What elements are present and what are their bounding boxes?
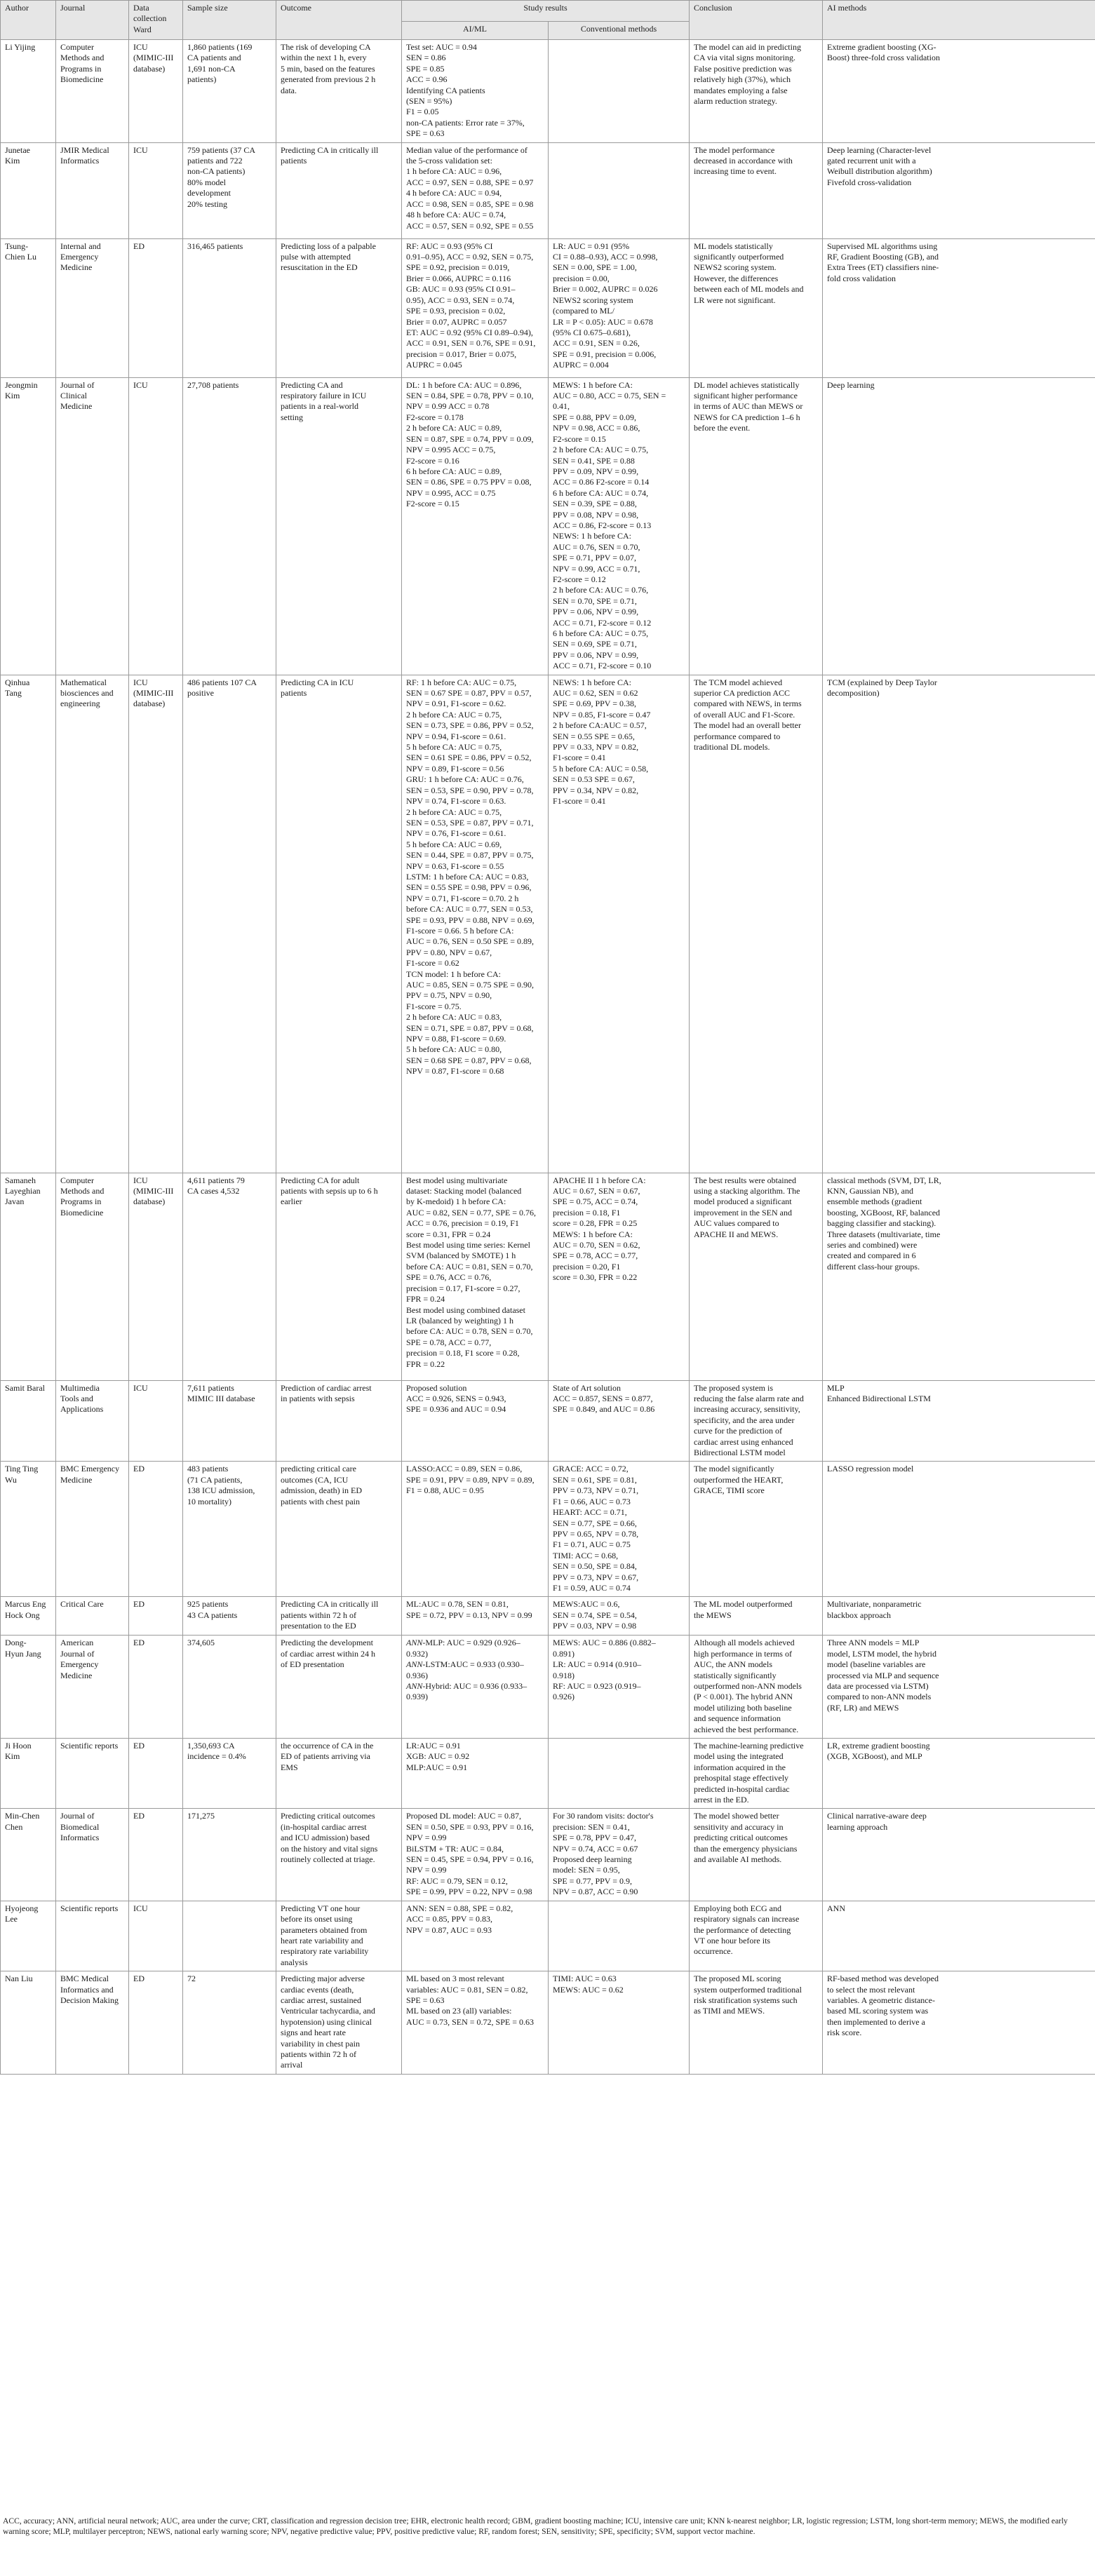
cell-ai-methods: Clinical narrative-aware deep learning approach	[823, 1809, 1095, 1901]
cell-sample-size: 4,611 patients 79 CA cases 4,532	[183, 1173, 276, 1380]
table-row	[1, 1739, 1095, 1809]
cell-conventional-results: MEWS: AUC = 0.886 (0.882– 0.891) LR: AUC = 0.914 (0.910– 0.918) RF: AUC = 0.923 (0.919– 0.926)	[549, 1636, 690, 1739]
cell-conclusion: The proposed ML scoring system outperformed traditional risk stratification systems such as TIMI and MEWS.	[690, 1971, 823, 2075]
cell-ai-ml-results: RF: 1 h before CA: AUC = 0.75, SEN = 0.67 SPE = 0.87, PPV = 0.57, NPV = 0.91, F1-score = 0.62. 2 h before CA: AUC = 0.75, SEN = 0.73, SPE = 0.86, PPV = 0.52, NPV = 0.94, F1-score = 0.61. 5 h before CA: AUC = 0.75, SEN = 0.61 SPE = 0.86, PPV = 0.52, NPV = 0.89, F1-score = 0.56 GRU: 1 h before CA: AUC = 0.76, SEN = 0.53, SPE = 0.90, PPV = 0.78, NPV = 0.74, F1-score = 0.63. 2 h before CA: AUC = 0.75, SEN = 0.53, SPE = 0.87, PPV = 0.71, NPV = 0.76, F1-score = 0.61. 5 h before CA: AUC = 0.69, SEN = 0.44, SPE = 0.87, PPV = 0.75, NPV = 0.63, F1-score = 0.55 LSTM: 1 h before CA: AUC = 0.83, SEN = 0.55 SPE = 0.98, PPV = 0.96, NPV = 0.71, F1-score = 0.70. 2 h before CA: AUC = 0.77, SEN = 0.53, SPE = 0.93, PPV = 0.88, NPV = 0.69, F1-score = 0.66. 5 h before CA: AUC = 0.76, SEN = 0.50 SPE = 0.89, PPV = 0.80, NPV = 0.67, F1-score = 0.62 TCN model: 1 h before CA: AUC = 0.85, SEN = 0.75 SPE = 0.90, PPV = 0.75, NPV = 0.90, F1-score = 0.75. 2 h before CA: AUC = 0.83, SEN = 0.71, SPE = 0.87, PPV = 0.68, NPV = 0.88, F1-score = 0.69. 5 h before CA: AUC = 0.80, SEN = 0.68 SPE = 0.87, PPV = 0.68, NPV = 0.87, F1-score = 0.68	[402, 675, 549, 1173]
cell-outcome: Predicting loss of a palpable pulse with attempted resuscitation in the ED	[276, 238, 402, 377]
table-row	[1, 1173, 1095, 1380]
cell-author: Jeongmin Kim	[1, 377, 56, 675]
cell-ai-ml-results: Best model using multivariate dataset: Stacking model (balanced by K-medoid) 1 h before CA: AUC = 0.82, SEN = 0.77, SPE = 0.76, ACC = 0.76, precision = 0.19, F1 score = 0.31, FPR = 0.24 Best model using time series: Kernel SVM (balanced by SMOTE) 1 h before CA: AUC = 0.81, SEN = 0.70, SPE = 0.76, ACC = 0.76, precision = 0.17, F1-score = 0.27, FPR = 0.24 Best model using combined dataset LR (balanced by weighting) 1 h before CA: AUC = 0.78, SEN = 0.70, SPE = 0.78, ACC = 0.77, precision = 0.18, F1 score = 0.28, FPR = 0.22	[402, 1173, 549, 1380]
cell-sample-size	[183, 1901, 276, 1971]
cell-ward: ED	[129, 1809, 183, 1901]
cell-ai-ml-results: Proposed DL model: AUC = 0.87, SEN = 0.50, SPE = 0.93, PPV = 0.16, NPV = 0.99 BiLSTM + TR: AUC = 0.84, SEN = 0.45, SPE = 0.94, PPV = 0.16, NPV = 0.99 RF: AUC = 0.79, SEN = 0.12, SPE = 0.99, PPV = 0.22, NPV = 0.98	[402, 1809, 549, 1901]
cell-journal: Internal and Emergency Medicine	[56, 238, 129, 377]
cell-conclusion: The best results were obtained using a stacking algorithm. The model produced a significant improvement in the SEN and AUC values compared to APACHE II and MEWS.	[690, 1173, 823, 1380]
cell-outcome: Predicting CA in critically ill patients	[276, 142, 402, 238]
cell-author: Hyojeong Lee	[1, 1901, 56, 1971]
cell-sample-size: 374,605	[183, 1636, 276, 1739]
cell-journal: Computer Methods and Programs in Biomedicine	[56, 1173, 129, 1380]
cell-journal: JMIR Medical Informatics	[56, 142, 129, 238]
cell-conventional-results	[549, 142, 690, 238]
cell-conventional-results: State of Art solution ACC = 0.857, SENS = 0.877, SPE = 0.849, and AUC = 0.86	[549, 1380, 690, 1462]
cell-journal: American Journal of Emergency Medicine	[56, 1636, 129, 1739]
cell-ai-methods: LR, extreme gradient boosting (XGB, XGBoost), and MLP	[823, 1739, 1095, 1809]
cell-ward: ED	[129, 1597, 183, 1636]
cell-journal: Critical Care	[56, 1597, 129, 1636]
cell-ward: ICU	[129, 377, 183, 675]
cell-outcome: Predicting VT one hour before its onset using parameters obtained from heart rate variability and respiratory rate variability analysis	[276, 1901, 402, 1971]
cell-outcome: Prediction of cardiac arrest in patients with sepsis	[276, 1380, 402, 1462]
table-row	[1, 377, 1095, 675]
cell-ward: ICU	[129, 1901, 183, 1971]
cell-sample-size: 316,465 patients	[183, 238, 276, 377]
cell-author: Ting Ting Wu	[1, 1462, 56, 1597]
cell-sample-size: 7,611 patients MIMIC III database	[183, 1380, 276, 1462]
header-study-results: Study results	[402, 1, 690, 22]
cell-sample-size: 483 patients (71 CA patients, 138 ICU admission, 10 mortality)	[183, 1462, 276, 1597]
cell-outcome: the occurrence of CA in the ED of patients arriving via EMS	[276, 1739, 402, 1809]
cell-conventional-results: TIMI: AUC = 0.63 MEWS: AUC = 0.62	[549, 1971, 690, 2075]
header-conventional-methods: Conventional methods	[549, 22, 690, 40]
cell-ward: ED	[129, 1739, 183, 1809]
cell-conventional-results	[549, 1901, 690, 1971]
cell-conclusion: The model significantly outperformed the HEART, GRACE, TIMI score	[690, 1462, 823, 1597]
cell-conclusion: The TCM model achieved superior CA prediction ACC compared with NEWS, in terms of overall AUC and F1-Score. The model had an overall better performance compared to traditional DL models.	[690, 675, 823, 1173]
cell-ai-ml-results: ANN-MLP: AUC = 0.929 (0.926– 0.932) ANN-LSTM:AUC = 0.933 (0.930– 0.936) ANN-Hybrid: AUC = 0.936 (0.933– 0.939)	[402, 1636, 549, 1739]
header-journal: Journal	[56, 1, 129, 40]
cell-ai-ml-results: ML based on 3 most relevant variables: AUC = 0.81, SEN = 0.82, SPE = 0.63 ML based on 23 (all) variables: AUC = 0.73, SEN = 0.72, SPE = 0.63	[402, 1971, 549, 2075]
cell-conventional-results: MEWS: 1 h before CA: AUC = 0.80, ACC = 0.75, SEN = 0.41, SPE = 0.88, PPV = 0.09, NPV = 0.98, ACC = 0.86, F2-score = 0.15 2 h before CA: AUC = 0.75, SEN = 0.41, SPE = 0.88 PPV = 0.09, NPV = 0.99, ACC = 0.86 F2-score = 0.14 6 h before CA: AUC = 0.74, SEN = 0.39, SPE = 0.88, PPV = 0.08, NPV = 0.98, ACC = 0.86, F2-score = 0.13 NEWS: 1 h before CA: AUC = 0.76, SEN = 0.70, SPE = 0.71, PPV = 0.07, NPV = 0.99, ACC = 0.71, F2-score = 0.12 2 h before CA: AUC = 0.76, SEN = 0.70, SPE = 0.71, PPV = 0.06, NPV = 0.99, ACC = 0.71, F2-score = 0.12 6 h before CA: AUC = 0.75, SEN = 0.69, SPE = 0.71, PPV = 0.06, NPV = 0.99, ACC = 0.71, F2-score = 0.10	[549, 377, 690, 675]
cell-conventional-results	[549, 1739, 690, 1809]
table-body	[1, 40, 1095, 2075]
cell-ai-ml-results: LR:AUC = 0.91 XGB: AUC = 0.92 MLP:AUC = 0.91	[402, 1739, 549, 1809]
cell-conclusion: The proposed system is reducing the false alarm rate and increasing accuracy, sensitivity, specificity, and the area under curve for the prediction of cardiac arrest using enhanced Bidirectional LSTM model	[690, 1380, 823, 1462]
header-outcome: Outcome	[276, 1, 402, 40]
table-row	[1, 1901, 1095, 1971]
cell-author: Samit Baral	[1, 1380, 56, 1462]
cell-ward: ED	[129, 1462, 183, 1597]
cell-ai-methods: Supervised ML algorithms using RF, Gradient Boosting (GB), and Extra Trees (ET) classifiers nine- fold cross validation	[823, 238, 1095, 377]
cell-journal: BMC Medical Informatics and Decision Making	[56, 1971, 129, 2075]
cell-author: Nan Liu	[1, 1971, 56, 2075]
cell-ai-methods: classical methods (SVM, DT, LR, KNN, Gaussian NB), and ensemble methods (gradient boosting, XGBoost, RF, balanced bagging classifier and stacking). Three datasets (multivariate, time series and combined) were created and compared in 6 different class-hour groups.	[823, 1173, 1095, 1380]
cell-outcome: Predicting CA in ICU patients	[276, 675, 402, 1173]
cell-conventional-results: NEWS: 1 h before CA: AUC = 0.62, SEN = 0.62 SPE = 0.69, PPV = 0.38, NPV = 0.85, F1-score = 0.47 2 h before CA:AUC = 0.57, SEN = 0.55 SPE = 0.65, PPV = 0.33, NPV = 0.82, F1-score = 0.41 5 h before CA: AUC = 0.58, SEN = 0.53 SPE = 0.67, PPV = 0.34, NPV = 0.82, F1-score = 0.41	[549, 675, 690, 1173]
cell-ai-methods: MLP Enhanced Bidirectional LSTM	[823, 1380, 1095, 1462]
cell-author: Samaneh Layeghian Javan	[1, 1173, 56, 1380]
cell-ai-ml-results: Median value of the performance of the 5-cross validation set: 1 h before CA: AUC = 0.96, ACC = 0.97, SEN = 0.88, SPE = 0.97 4 h before CA: AUC = 0.94, ACC = 0.98, SEN = 0.85, SPE = 0.98 48 h before CA: AUC = 0.74, ACC = 0.57, SEN = 0.92, SPE = 0.55	[402, 142, 549, 238]
cell-conventional-results: APACHE II 1 h before CA: AUC = 0.67, SEN = 0.67, SPE = 0.75, ACC = 0.74, precision = 0.18, F1 score = 0.28, FPR = 0.25 MEWS: 1 h before CA: AUC = 0.70, SEN = 0.62, SPE = 0.78, ACC = 0.77, precision = 0.20, F1 score = 0.30, FPR = 0.22	[549, 1173, 690, 1380]
cell-sample-size: 925 patients 43 CA patients	[183, 1597, 276, 1636]
cell-author: Min-Chen Chen	[1, 1809, 56, 1901]
table-row	[1, 142, 1095, 238]
table-row	[1, 1380, 1095, 1462]
cell-journal: Computer Methods and Programs in Biomedicine	[56, 40, 129, 143]
cell-conventional-results: MEWS:AUC = 0.6, SEN = 0.74, SPE = 0.54, PPV = 0.03, NPV = 0.98	[549, 1597, 690, 1636]
cell-ai-methods: Three ANN models = MLP model, LSTM model, the hybrid model (baseline variables are processed via MLP and sequence data are processed via LSTM) compared to non-ANN models (RF, LR) and MEWS	[823, 1636, 1095, 1739]
cell-ai-methods: Extreme gradient boosting (XG- Boost) three-fold cross validation	[823, 40, 1095, 143]
cell-outcome: Predicting CA in critically ill patients within 72 h of presentation to the ED	[276, 1597, 402, 1636]
cell-journal: Journal of Clinical Medicine	[56, 377, 129, 675]
cell-ward: ICU (MIMIC-III database)	[129, 40, 183, 143]
cell-outcome: Predicting the development of cardiac arrest within 24 h of ED presentation	[276, 1636, 402, 1739]
cell-sample-size: 171,275	[183, 1809, 276, 1901]
cell-conventional-results: GRACE: ACC = 0.72, SEN = 0.61, SPE = 0.81, PPV = 0.73, NPV = 0.71, F1 = 0.66, AUC = 0.73 HEART: ACC = 0.71, SEN = 0.77, SPE = 0.66, PPV = 0.65, NPV = 0.78, F1 = 0.71, AUC = 0.75 TIMI: ACC = 0.68, SEN = 0.50, SPE = 0.84, PPV = 0.73, NPV = 0.67, F1 = 0.59, AUC = 0.74	[549, 1462, 690, 1597]
cell-outcome: Predicting CA for adult patients with sepsis up to 6 h earlier	[276, 1173, 402, 1380]
cell-ai-ml-results: RF: AUC = 0.93 (95% CI 0.91–0.95), ACC = 0.92, SEN = 0.75, SPE = 0.92, precision = 0.019, Brier = 0.066, AUPRC = 0.116 GB: AUC = 0.93 (95% CI 0.91– 0.95), ACC = 0.93, SEN = 0.74, SPE = 0.93, precision = 0.02, Brier = 0.07, AUPRC = 0.057 ET: AUC = 0.92 (95% CI 0.89–0.94), ACC = 0.91, SEN = 0.76, SPE = 0.91, precision = 0.017, Brier = 0.075, AUPRC = 0.045	[402, 238, 549, 377]
cell-conventional-results: LR: AUC = 0.91 (95% CI = 0.88–0.93), ACC = 0.998, SEN = 0.00, SPE = 1.00, precision = 0.00, Brier = 0.002, AUPRC = 0.026 NEWS2 scoring system (compared to ML/ LR = P < 0.05): AUC = 0.678 (95% CI 0.675–0.681), ACC = 0.91, SEN = 0.26, SPE = 0.91, precision = 0.006, AUPRC = 0.004	[549, 238, 690, 377]
cell-ai-methods: RF-based method was developed to select the most relevant variables. A geometric distance- based ML scoring system was then implemented to derive a risk score.	[823, 1971, 1095, 2075]
table-footnote: ACC, accuracy; ANN, artificial neural network; AUC, area under the curve; CRT, classification and regression decision tree; EHR, electronic health record; GBM, gradient boosting machine; ICU, intensive care unit; KNN k-nearest neighbor; LR, logistic regression; LSTM, long short-term memory; MEWS, the modified early warning score; MLP, multilayer perceptron; NEWS, national early warning score; NPV, negative predictive value; PPV, positive predictive value; RF, random forest; SEN, sensitivity; SPE, specificity; SVM, support vector machine.	[3, 2516, 1068, 2536]
cell-author: Ji Hoon Kim	[1, 1739, 56, 1809]
header-conclusion: Conclusion	[690, 1, 823, 40]
cell-author: Dong- Hyun Jang	[1, 1636, 56, 1739]
cell-conclusion: Although all models achieved high performance in terms of AUC, the ANN models statistically significantly outperformed non-ANN models (P < 0.001). The hybrid ANN model utilizing both baseline and sequence information achieved the best performance.	[690, 1636, 823, 1739]
cell-sample-size: 759 patients (37 CA patients and 722 non-CA patients) 80% model development 20% testing	[183, 142, 276, 238]
cell-journal: Journal of Biomedical Informatics	[56, 1809, 129, 1901]
table-row	[1, 1971, 1095, 2075]
cell-ai-methods: Deep learning (Character-level gated recurrent unit with a Weibull distribution algorithm) Fivefold cross-validation	[823, 142, 1095, 238]
cell-conventional-results: For 30 random visits: doctor's precision: SEN = 0.41, SPE = 0.78, PPV = 0.47, NPV = 0.74, ACC = 0.67 Proposed deep learning model: SEN = 0.95, SPE = 0.77, PPV = 0.9, NPV = 0.87, ACC = 0.90	[549, 1809, 690, 1901]
cell-journal: Multimedia Tools and Applications	[56, 1380, 129, 1462]
cell-conclusion: The model can aid in predicting CA via vital signs monitoring. False positive prediction was relatively high (37%), which mandates employing a false alarm reduction strategy.	[690, 40, 823, 143]
cell-author: Tsung- Chien Lu	[1, 238, 56, 377]
cell-sample-size: 486 patients 107 CA positive	[183, 675, 276, 1173]
cell-ward: ICU	[129, 1380, 183, 1462]
table-row	[1, 1636, 1095, 1739]
cell-ai-methods: LASSO regression model	[823, 1462, 1095, 1597]
cell-ward: ICU (MIMIC-III database)	[129, 675, 183, 1173]
cell-sample-size: 72	[183, 1971, 276, 2075]
table-row	[1, 1462, 1095, 1597]
table-row	[1, 675, 1095, 1173]
cell-outcome: predicting critical care outcomes (CA, ICU admission, death) in ED patients with chest pain	[276, 1462, 402, 1597]
cell-conventional-results	[549, 40, 690, 143]
cell-conclusion: The model performance decreased in accordance with increasing time to event.	[690, 142, 823, 238]
cell-ai-ml-results: Test set: AUC = 0.94 SEN = 0.86 SPE = 0.85 ACC = 0.96 Identifying CA patients (SEN = 95%) F1 = 0.05 non-CA patients: Error rate = 37%, SPE = 0.63	[402, 40, 549, 143]
cell-outcome: Predicting major adverse cardiac events (death, cardiac arrest, sustained Ventricular tachycardia, and hypotension) using clinical signs and heart rate variability in chest pain patients within 72 h of arrival	[276, 1971, 402, 2075]
cell-journal: BMC Emergency Medicine	[56, 1462, 129, 1597]
cell-ai-methods: Multivariate, nonparametric blackbox approach	[823, 1597, 1095, 1636]
cell-sample-size: 27,708 patients	[183, 377, 276, 675]
cell-journal: Scientific reports	[56, 1901, 129, 1971]
cell-conclusion: The model showed better sensitivity and accuracy in predicting critical outcomes than the emergency physicians and available AI methods.	[690, 1809, 823, 1901]
header-ward: Data collection Ward	[129, 1, 183, 40]
header-author: Author	[1, 1, 56, 40]
cell-author: Junetae Kim	[1, 142, 56, 238]
header-ai-ml: AI/ML	[402, 22, 549, 40]
cell-author: Qinhua Tang	[1, 675, 56, 1173]
cell-conclusion: The machine-learning predictive model using the integrated information acquired in the prehospital stage effectively predicted in-hospital cardiac arrest in the ED.	[690, 1739, 823, 1809]
cell-ward: ICU	[129, 142, 183, 238]
cell-ai-methods: ANN	[823, 1901, 1095, 1971]
cell-ai-ml-results: LASSO:ACC = 0.89, SEN = 0.86, SPE = 0.91, PPV = 0.89, NPV = 0.89, F1 = 0.88, AUC = 0.95	[402, 1462, 549, 1597]
cell-ai-ml-results: DL: 1 h before CA: AUC = 0.896, SEN = 0.84, SPE = 0.78, PPV = 0.10, NPV = 0.99 ACC = 0.78 F2-score = 0.178 2 h before CA: AUC = 0.89, SEN = 0.87, SPE = 0.74, PPV = 0.09, NPV = 0.995 ACC = 0.75, F2-score = 0.16 6 h before CA: AUC = 0.89, SEN = 0.86, SPE = 0.75 PPV = 0.08, NPV = 0.995, ACC = 0.75 F2-score = 0.15	[402, 377, 549, 675]
cell-ai-ml-results: ANN: SEN = 0.88, SPE = 0.82, ACC = 0.85, PPV = 0.83, NPV = 0.87, AUC = 0.93	[402, 1901, 549, 1971]
header-ai-methods: AI methods	[823, 1, 1095, 40]
header-sample-size: Sample size	[183, 1, 276, 40]
cell-journal: Scientific reports	[56, 1739, 129, 1809]
cell-ai-methods: TCM (explained by Deep Taylor decomposition)	[823, 675, 1095, 1173]
cell-outcome: Predicting critical outcomes (in-hospital cardiac arrest and ICU admission) based on the history and vital signs routinely collected at triage.	[276, 1809, 402, 1901]
cell-ai-ml-results: Proposed solution ACC = 0.926, SENS = 0.943, SPE = 0.936 and AUC = 0.94	[402, 1380, 549, 1462]
cell-conclusion: Employing both ECG and respiratory signals can increase the performance of detecting VT one hour before its occurrence.	[690, 1901, 823, 1971]
table-row	[1, 40, 1095, 143]
cell-conclusion: The ML model outperformed the MEWS	[690, 1597, 823, 1636]
table-row	[1, 1597, 1095, 1636]
table-row	[1, 238, 1095, 377]
cell-conclusion: ML models statistically significantly outperformed NEWS2 scoring system. However, the differences between each of ML models and LR were not significant.	[690, 238, 823, 377]
table-row	[1, 1809, 1095, 1901]
cell-ward: ED	[129, 1636, 183, 1739]
cell-ward: ED	[129, 238, 183, 377]
cell-outcome: Predicting CA and respiratory failure in ICU patients in a real-world setting	[276, 377, 402, 675]
cell-sample-size: 1,350,693 CA incidence = 0.4%	[183, 1739, 276, 1809]
cell-ward: ICU (MIMIC-III database)	[129, 1173, 183, 1380]
cell-outcome: The risk of developing CA within the next 1 h, every 5 min, based on the features generated from previous 2 h data.	[276, 40, 402, 143]
cell-ward: ED	[129, 1971, 183, 2075]
cell-sample-size: 1,860 patients (169 CA patients and 1,691 non-CA patients)	[183, 40, 276, 143]
cell-journal: Mathematical biosciences and engineering	[56, 675, 129, 1173]
cell-ai-ml-results: ML:AUC = 0.78, SEN = 0.81, SPE = 0.72, PPV = 0.13, NPV = 0.99	[402, 1597, 549, 1636]
cell-author: Li Yijing	[1, 40, 56, 143]
cell-ai-methods: Deep learning	[823, 377, 1095, 675]
cell-conclusion: DL model achieves statistically significant higher performance in terms of AUC than MEWS or NEWS for CA prediction 1–6 h before the event.	[690, 377, 823, 675]
cell-author: Marcus Eng Hock Ong	[1, 1597, 56, 1636]
